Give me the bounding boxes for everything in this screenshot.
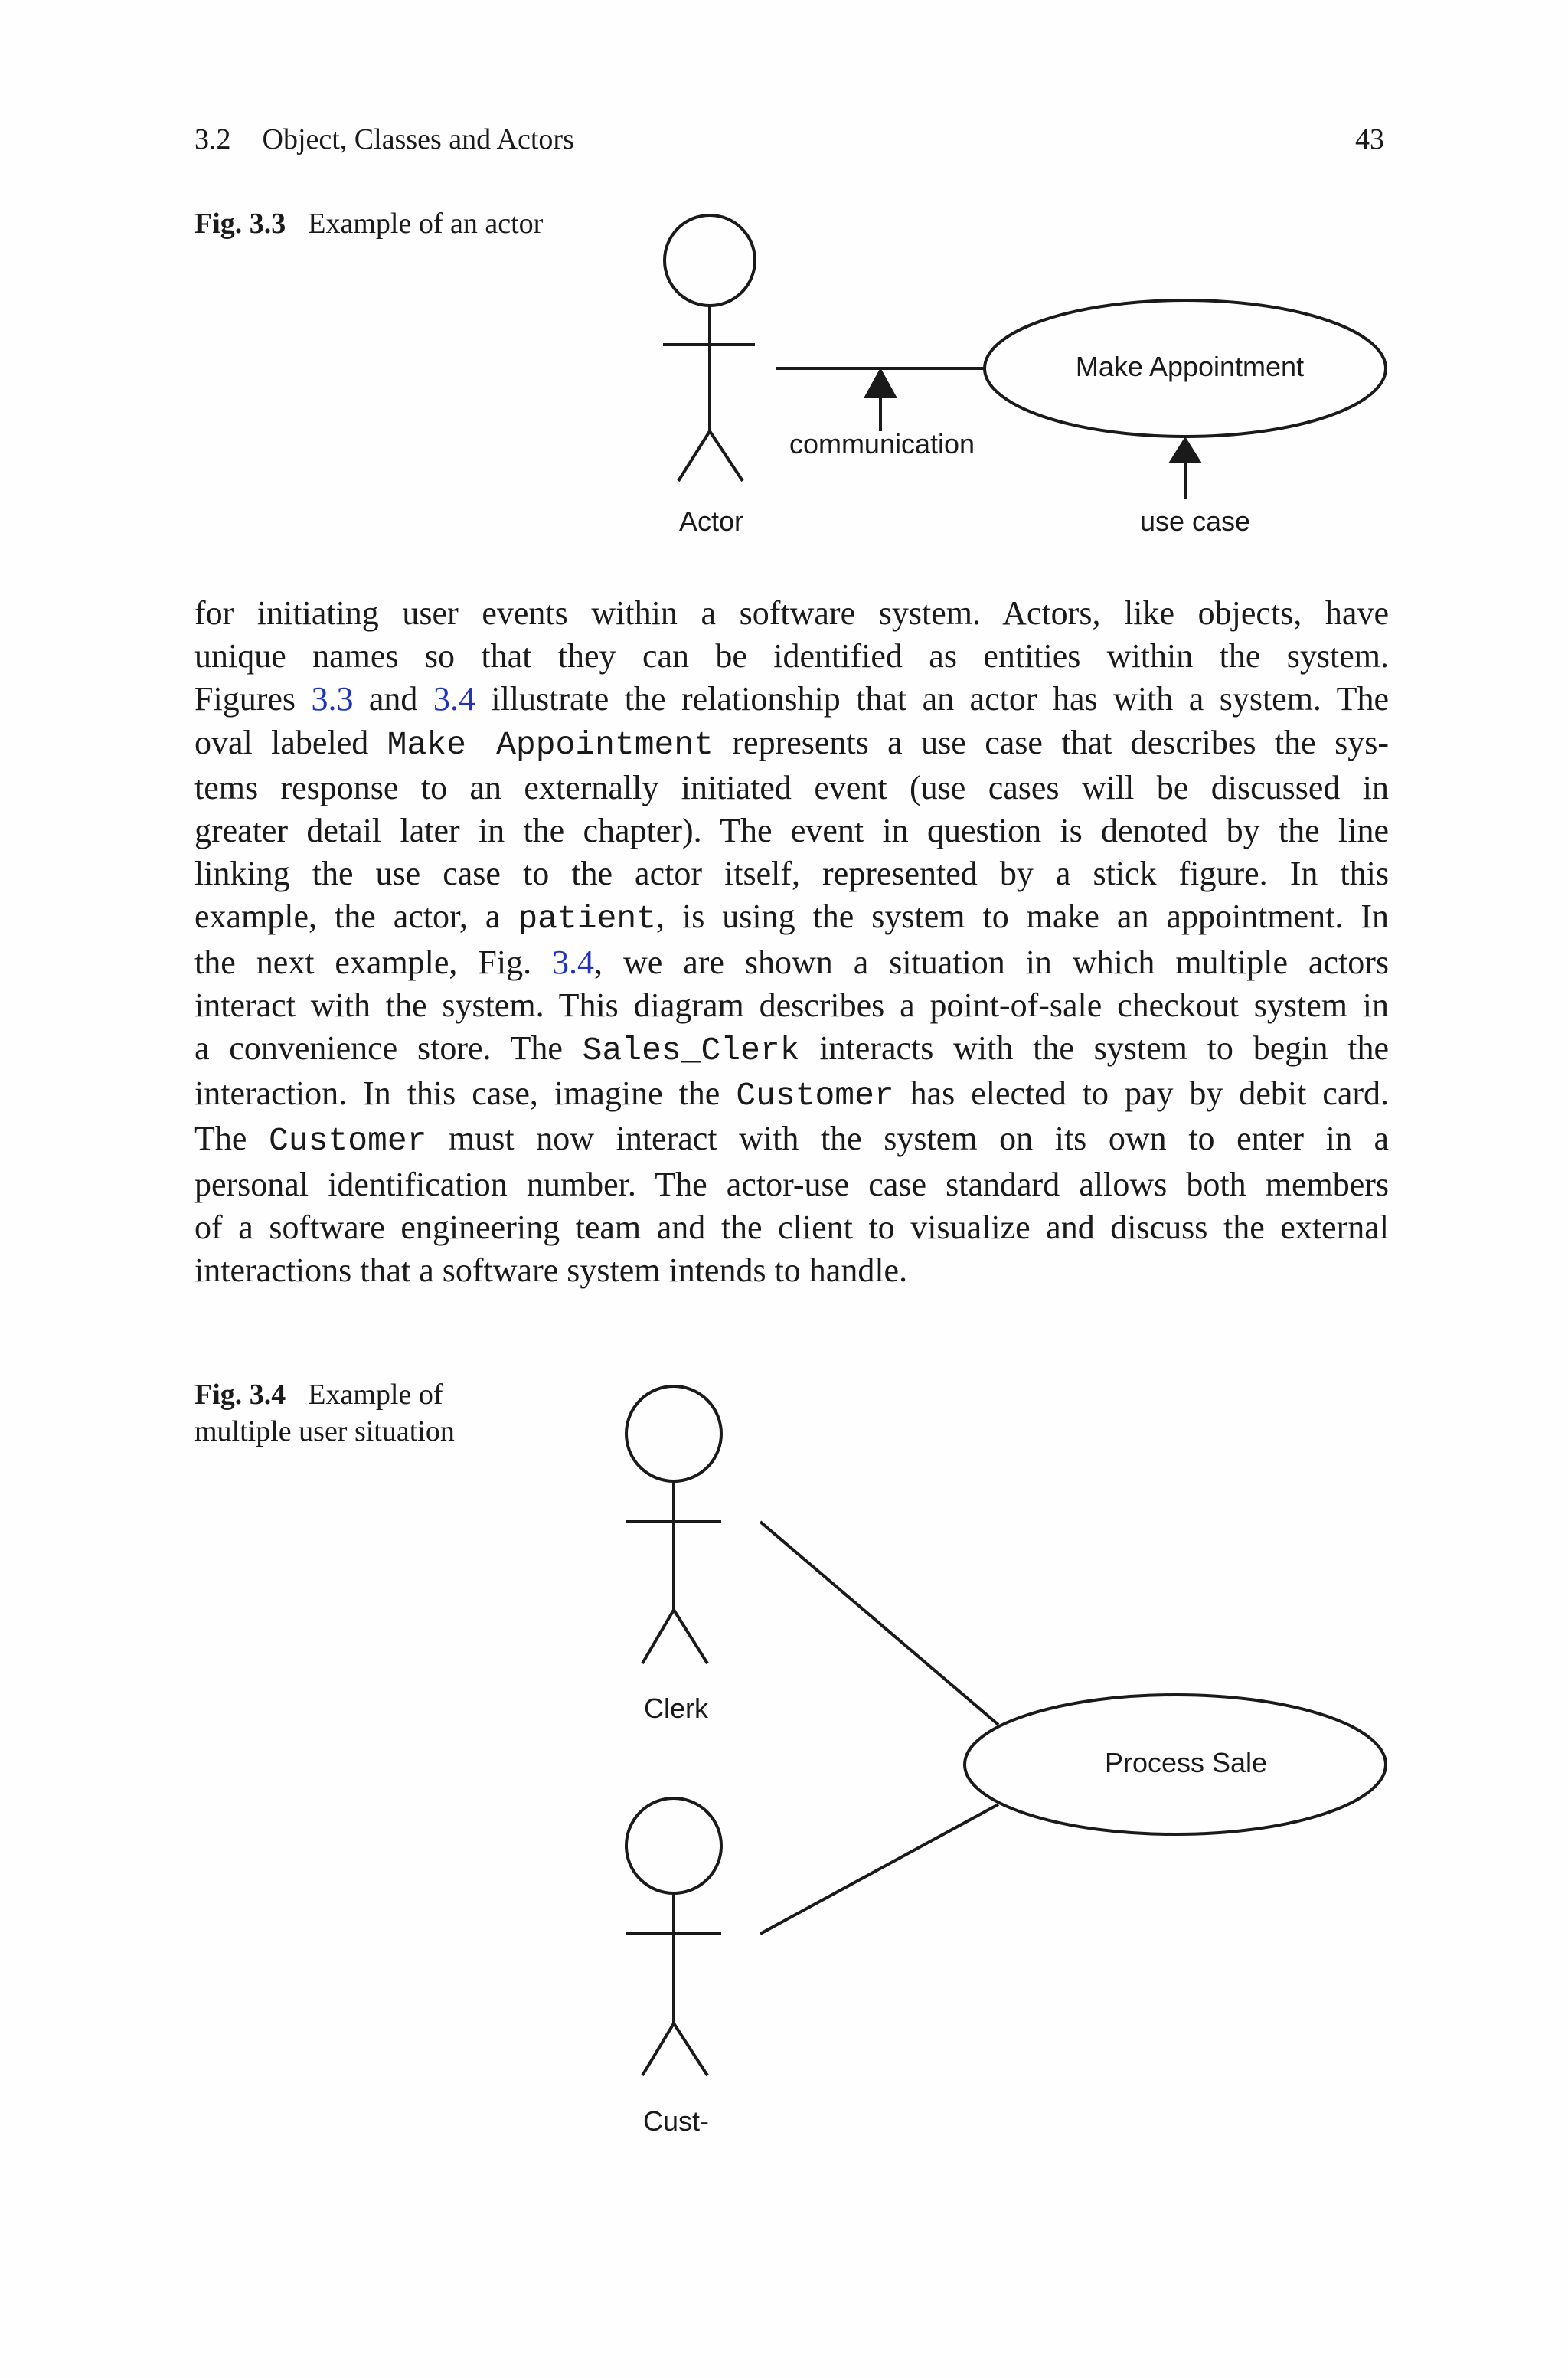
fig-3-4-caption bbox=[194, 1376, 455, 1450]
code-customer: Customer bbox=[736, 1077, 894, 1115]
fig-3-3-actor-stick-figure bbox=[663, 215, 755, 481]
actor-label: Actor bbox=[678, 505, 744, 537]
section-number: 3.2 bbox=[194, 123, 231, 155]
clerk-association-line bbox=[760, 1522, 998, 1725]
customer-label: Cust- bbox=[642, 2105, 710, 2137]
text-line: oval labeled Make Appointment represents a use case that describes the sys- bbox=[194, 723, 1389, 764]
use-case-label: use case bbox=[1139, 505, 1251, 537]
text-line: Figures 3.3 and 3.4 illustrate the relationship that an actor has with a system. The bbox=[194, 680, 1389, 718]
use-case-arrowhead bbox=[1168, 437, 1202, 463]
text-line: a convenience store. The Sales_Clerk interacts with the system to begin the bbox=[194, 1029, 1389, 1070]
section-title: Object, Classes and Actors bbox=[262, 123, 574, 155]
fig-3-4-text-line1: Example of bbox=[308, 1379, 443, 1411]
text-line: for initiating user events within a software system. Actors, like objects, have bbox=[194, 594, 1389, 632]
text-line: interact with the system. This diagram describes a point-of-sale checkout system in bbox=[194, 986, 1389, 1024]
fig-3-3-ref-link[interactable]: 3.3 bbox=[311, 680, 354, 718]
communication-arrowhead bbox=[864, 368, 897, 398]
text-line: example, the actor, a patient, is using the system to make an appointment. In bbox=[194, 898, 1389, 938]
code-patient: patient bbox=[518, 900, 656, 938]
process-sale-label: Process Sale bbox=[1104, 1747, 1268, 1778]
text-line: of a software engineering team and the client to visualize and discuss the external bbox=[194, 1208, 1389, 1246]
fig-3-3-text: Example of an actor bbox=[308, 208, 544, 240]
code-sales-clerk: Sales_Clerk bbox=[582, 1032, 800, 1070]
text-line: interaction. In this case, imagine the Customer has elected to pay by debit card. bbox=[194, 1075, 1390, 1115]
customer-association-line bbox=[760, 1804, 998, 1934]
communication-label: communication bbox=[789, 428, 975, 460]
code-make-appointment: Make Appointment bbox=[387, 725, 714, 764]
fig-3-4-text-line2: multiple user situation bbox=[194, 1415, 455, 1447]
make-appointment-label: Make Appointment bbox=[1075, 351, 1305, 382]
body-paragraph bbox=[194, 592, 1389, 1292]
customer-stick-figure bbox=[626, 1798, 721, 2075]
code-customer: Customer bbox=[269, 1122, 427, 1160]
fig-3-4-ref-link[interactable]: 3.4 bbox=[552, 943, 595, 981]
text-line: greater detail later in the chapter). The event in question is denoted by the line bbox=[194, 812, 1389, 850]
text-line: unique names so that they can be identified as entities within the system. bbox=[194, 637, 1389, 675]
text-line: interactions that a software system intends to handle. bbox=[194, 1251, 908, 1290]
text-line: tems response to an externally initiated event (use cases will be discussed in bbox=[194, 768, 1389, 806]
fig-3-4-label: Fig. 3.4 bbox=[194, 1379, 286, 1411]
page-number: 43 bbox=[1355, 123, 1384, 155]
fig-3-3-label: Fig. 3.3 bbox=[194, 208, 286, 240]
text-line: linking the use case to the actor itself, represented by a stick figure. In this bbox=[194, 855, 1389, 893]
text-line: personal identification number. The actor-use case standard allows both members bbox=[194, 1165, 1389, 1203]
text-line: The Customer must now interact with the system on its own to enter in a bbox=[194, 1120, 1389, 1160]
clerk-stick-figure bbox=[626, 1386, 721, 1663]
fig-3-4-ref-link[interactable]: 3.4 bbox=[433, 680, 475, 718]
clerk-label: Clerk bbox=[643, 1693, 709, 1724]
text-line: the next example, Fig. 3.4, we are shown a situation in which multiple actors bbox=[194, 943, 1389, 981]
